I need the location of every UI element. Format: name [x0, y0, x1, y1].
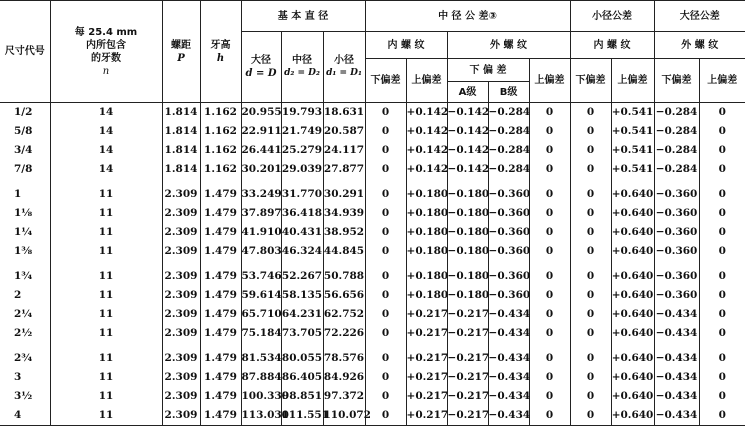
cell-d2: 36.418	[281, 204, 323, 223]
cell-h: 1.479	[200, 204, 241, 223]
cell-ep-b: −0.360	[488, 204, 529, 223]
cell-p: 2.309	[162, 286, 200, 305]
cell-ep-a: −0.217	[447, 387, 488, 406]
cell-d2: 31.770	[281, 179, 323, 204]
cell-d1: 110.072	[323, 406, 365, 426]
cell-p: 2.309	[162, 387, 200, 406]
cell-ep-b: −0.360	[488, 242, 529, 261]
cell-mi-up: +0.640	[611, 324, 654, 343]
cell-ma-lo: −0.360	[654, 261, 699, 286]
cell-size: 1	[14, 188, 22, 200]
cell-mi-lo: 0	[570, 368, 611, 387]
cell-d1: 30.291	[323, 179, 365, 204]
tpi-header: 每 25.4 mm 内所包含 的牙数 n	[50, 1, 162, 103]
cell-d2: 52.267	[281, 261, 323, 286]
cell-n: 11	[50, 406, 162, 426]
cell-mi-lo: 0	[570, 103, 611, 123]
cell-size: 1¾	[14, 270, 33, 282]
cell-ma-lo: −0.434	[654, 406, 699, 426]
cell-p: 2.309	[162, 324, 200, 343]
cell-n: 11	[50, 286, 162, 305]
cell-ma-up: 0	[699, 324, 745, 343]
grade-a-header: A级	[447, 82, 488, 103]
cell-d: 26.441	[241, 141, 281, 160]
major-lower-deviation-header: 下偏差	[654, 59, 699, 103]
cell-d2: 46.324	[281, 242, 323, 261]
cell-ip-lo: 0	[365, 160, 406, 179]
cell-d2: 19.793	[281, 103, 323, 123]
cell-ma-up: 0	[699, 406, 745, 426]
cell-h: 1.479	[200, 261, 241, 286]
cell-d: 47.803	[241, 242, 281, 261]
cell-ma-lo: −0.434	[654, 305, 699, 324]
cell-ma-lo: −0.434	[654, 324, 699, 343]
cell-mi-lo: 0	[570, 223, 611, 242]
cell-ep-a: −0.217	[447, 368, 488, 387]
cell-h: 1.479	[200, 242, 241, 261]
internal-upper-deviation-header: 上偏差	[406, 59, 447, 103]
cell-ep-b: −0.434	[488, 324, 529, 343]
cell-ep-b: −0.360	[488, 286, 529, 305]
cell-ma-lo: −0.284	[654, 141, 699, 160]
minor-diameter-tolerance-header: 小径公差	[570, 1, 654, 32]
cell-p: 2.309	[162, 204, 200, 223]
pitch-diameter-tolerance-header: 中 径 公 差③	[365, 1, 570, 32]
cell-h: 1.479	[200, 406, 241, 426]
cell-ma-lo: −0.360	[654, 204, 699, 223]
table-row	[0, 204, 745, 223]
cell-n: 14	[50, 160, 162, 179]
cell-ep-up: 0	[529, 305, 570, 324]
cell-d: 41.910	[241, 223, 281, 242]
cell-mi-lo: 0	[570, 387, 611, 406]
cell-h: 1.162	[200, 160, 241, 179]
cell-d2: 29.039	[281, 160, 323, 179]
cell-ep-a: −0.217	[447, 305, 488, 324]
cell-ip-up: +0.142	[406, 160, 447, 179]
cell-p: 2.309	[162, 179, 200, 204]
cell-d: 81.534	[241, 343, 281, 368]
cell-p: 2.309	[162, 305, 200, 324]
table-row	[0, 160, 745, 179]
cell-size: 1/2	[14, 106, 33, 118]
cell-mi-lo: 0	[570, 324, 611, 343]
cell-ma-lo: −0.284	[654, 103, 699, 123]
cell-n: 11	[50, 223, 162, 242]
cell-d1: 27.877	[323, 160, 365, 179]
cell-ma-up: 0	[699, 122, 745, 141]
cell-size: 2¼	[14, 308, 33, 320]
table-header	[0, 1, 745, 103]
cell-mi-lo: 0	[570, 122, 611, 141]
cell-ip-lo: 0	[365, 103, 406, 123]
cell-ep-b: −0.434	[488, 368, 529, 387]
cell-mi-up: +0.640	[611, 204, 654, 223]
cell-n: 11	[50, 387, 162, 406]
cell-ip-lo: 0	[365, 261, 406, 286]
cell-d1: 56.656	[323, 286, 365, 305]
external-lower-deviation-header: 下 偏 差	[447, 59, 529, 82]
cell-d1: 62.752	[323, 305, 365, 324]
cell-ma-up: 0	[699, 179, 745, 204]
cell-mi-lo: 0	[570, 343, 611, 368]
thread-height-header: 牙高 h	[200, 1, 241, 103]
cell-ep-up: 0	[529, 343, 570, 368]
cell-mi-up: +0.640	[611, 223, 654, 242]
cell-ep-up: 0	[529, 223, 570, 242]
cell-ma-up: 0	[699, 223, 745, 242]
table-row	[0, 324, 745, 343]
cell-size: 3½	[14, 390, 33, 402]
cell-n: 11	[50, 368, 162, 387]
cell-p: 2.309	[162, 223, 200, 242]
cell-d2: 86.405	[281, 368, 323, 387]
cell-size: 5/8	[14, 125, 33, 137]
cell-d1: 34.939	[323, 204, 365, 223]
cell-ep-b: −0.284	[488, 103, 529, 123]
cell-ma-lo: −0.284	[654, 160, 699, 179]
cell-ep-b: −0.434	[488, 406, 529, 426]
cell-ma-up: 0	[699, 343, 745, 368]
pitch-diameter-header: 中径 d₂ = D₂	[281, 32, 323, 103]
cell-n: 14	[50, 141, 162, 160]
cell-size: 3/4	[14, 144, 33, 156]
cell-p: 2.309	[162, 368, 200, 387]
cell-d2: 111.551	[281, 406, 323, 426]
cell-ip-lo: 0	[365, 406, 406, 426]
cell-ip-lo: 0	[365, 324, 406, 343]
cell-ip-lo: 0	[365, 286, 406, 305]
cell-n: 11	[50, 242, 162, 261]
cell-ep-b: −0.284	[488, 160, 529, 179]
cell-ep-up: 0	[529, 286, 570, 305]
cell-mi-up: +0.640	[611, 387, 654, 406]
cell-ep-b: −0.434	[488, 305, 529, 324]
cell-mi-lo: 0	[570, 261, 611, 286]
cell-n: 11	[50, 204, 162, 223]
cell-h: 1.479	[200, 286, 241, 305]
cell-p: 1.814	[162, 103, 200, 123]
major-diameter-header: 大径 d = D	[241, 32, 281, 103]
cell-d2: 98.851	[281, 387, 323, 406]
table-row	[0, 368, 745, 387]
cell-ep-a: −0.217	[447, 406, 488, 426]
cell-ip-lo: 0	[365, 387, 406, 406]
cell-d2: 40.431	[281, 223, 323, 242]
minor-lower-deviation-header: 下偏差	[570, 59, 611, 103]
cell-ep-up: 0	[529, 103, 570, 123]
cell-p: 1.814	[162, 141, 200, 160]
cell-mi-up: +0.640	[611, 261, 654, 286]
cell-h: 1.479	[200, 343, 241, 368]
cell-size: 7/8	[14, 163, 33, 175]
cell-ma-lo: −0.434	[654, 387, 699, 406]
cell-h: 1.162	[200, 141, 241, 160]
cell-size: 3	[14, 371, 22, 383]
cell-ma-lo: −0.360	[654, 223, 699, 242]
external-thread-header: 外 螺 纹	[447, 32, 570, 59]
cell-ma-up: 0	[699, 204, 745, 223]
major-diameter-tolerance-header: 大径公差	[654, 1, 745, 32]
cell-d: 59.614	[241, 286, 281, 305]
table-row	[0, 406, 745, 426]
cell-ip-up: +0.217	[406, 305, 447, 324]
cell-d: 20.955	[241, 103, 281, 123]
table-row	[0, 122, 745, 141]
cell-d: 75.184	[241, 324, 281, 343]
cell-ep-b: −0.360	[488, 261, 529, 286]
cell-ep-a: −0.142	[447, 160, 488, 179]
cell-ep-a: −0.217	[447, 343, 488, 368]
cell-ep-up: 0	[529, 160, 570, 179]
cell-ep-b: −0.360	[488, 223, 529, 242]
cell-size: 4	[0, 406, 50, 426]
table-row	[0, 343, 745, 368]
cell-ma-up: 0	[699, 261, 745, 286]
cell-mi-up: +0.541	[611, 160, 654, 179]
table-row	[0, 223, 745, 242]
cell-d1: 24.117	[323, 141, 365, 160]
table-row	[0, 387, 745, 406]
cell-ep-up: 0	[529, 387, 570, 406]
cell-ma-lo: −0.434	[654, 343, 699, 368]
cell-d1: 44.845	[323, 242, 365, 261]
cell-n: 14	[50, 103, 162, 123]
cell-p: 2.309	[162, 406, 200, 426]
cell-d2: 21.749	[281, 122, 323, 141]
cell-ep-up: 0	[529, 368, 570, 387]
cell-ip-up: +0.142	[406, 122, 447, 141]
cell-h: 1.479	[200, 324, 241, 343]
cell-n: 11	[50, 305, 162, 324]
cell-d1: 50.788	[323, 261, 365, 286]
cell-ip-lo: 0	[365, 204, 406, 223]
cell-h: 1.479	[200, 368, 241, 387]
pitch-header: 螺距 P	[162, 1, 200, 103]
cell-d2: 58.135	[281, 286, 323, 305]
cell-ip-up: +0.180	[406, 204, 447, 223]
cell-size: 2½	[14, 327, 33, 339]
table-row	[0, 286, 745, 305]
cell-d1: 72.226	[323, 324, 365, 343]
major-upper-deviation-header: 上偏差	[699, 59, 745, 103]
cell-d: 37.897	[241, 204, 281, 223]
internal-lower-deviation-header: 下偏差	[365, 59, 406, 103]
cell-n: 11	[50, 179, 162, 204]
table-row	[0, 141, 745, 160]
cell-d: 87.884	[241, 368, 281, 387]
minor-upper-deviation-header: 上偏差	[611, 59, 654, 103]
cell-ip-lo: 0	[365, 242, 406, 261]
cell-ep-up: 0	[529, 406, 570, 426]
cell-mi-lo: 0	[570, 305, 611, 324]
cell-ep-up: 0	[529, 324, 570, 343]
cell-mi-lo: 0	[570, 242, 611, 261]
cell-size: 1⅜	[14, 245, 33, 257]
table-row	[0, 103, 745, 123]
cell-d1: 38.952	[323, 223, 365, 242]
cell-ep-a: −0.142	[447, 141, 488, 160]
cell-ep-up: 0	[529, 261, 570, 286]
cell-mi-up: +0.640	[611, 286, 654, 305]
cell-ma-up: 0	[699, 103, 745, 123]
cell-d2: 80.055	[281, 343, 323, 368]
cell-ma-lo: −0.360	[654, 286, 699, 305]
cell-ep-b: −0.434	[488, 387, 529, 406]
cell-mi-up: +0.640	[611, 368, 654, 387]
cell-n: 11	[50, 324, 162, 343]
cell-p: 2.309	[162, 242, 200, 261]
cell-size: 1¼	[14, 226, 33, 238]
cell-d1: 97.372	[323, 387, 365, 406]
cell-d: 22.911	[241, 122, 281, 141]
size-code-header: 尺寸代号	[0, 1, 50, 103]
cell-ip-lo: 0	[365, 223, 406, 242]
cell-mi-up: +0.640	[611, 406, 654, 426]
cell-d1: 20.587	[323, 122, 365, 141]
cell-ep-a: −0.180	[447, 261, 488, 286]
cell-ma-lo: −0.284	[654, 122, 699, 141]
cell-mi-lo: 0	[570, 179, 611, 204]
cell-p: 2.309	[162, 343, 200, 368]
cell-ma-up: 0	[699, 387, 745, 406]
cell-ip-lo: 0	[365, 141, 406, 160]
cell-ma-lo: −0.434	[654, 368, 699, 387]
cell-ep-b: −0.360	[488, 179, 529, 204]
cell-h: 1.479	[200, 179, 241, 204]
cell-mi-lo: 0	[570, 160, 611, 179]
minor-internal-thread-header: 内 螺 纹	[570, 32, 654, 59]
cell-ip-up: +0.217	[406, 406, 447, 426]
cell-ma-up: 0	[699, 368, 745, 387]
cell-mi-up: +0.541	[611, 103, 654, 123]
cell-ep-up: 0	[529, 122, 570, 141]
cell-h: 1.479	[200, 387, 241, 406]
cell-ep-a: −0.180	[447, 286, 488, 305]
cell-ip-up: +0.180	[406, 286, 447, 305]
major-external-thread-header: 外 螺 纹	[654, 32, 745, 59]
cell-mi-up: +0.640	[611, 242, 654, 261]
cell-mi-up: +0.640	[611, 343, 654, 368]
cell-ma-lo: −0.360	[654, 242, 699, 261]
grade-b-header: B级	[488, 82, 529, 103]
table-row	[0, 242, 745, 261]
cell-n: 14	[50, 122, 162, 141]
cell-h: 1.479	[200, 305, 241, 324]
cell-ip-up: +0.217	[406, 324, 447, 343]
cell-p: 1.814	[162, 122, 200, 141]
cell-ip-lo: 0	[365, 305, 406, 324]
cell-ep-b: −0.284	[488, 122, 529, 141]
cell-ip-up: +0.142	[406, 141, 447, 160]
cell-ip-lo: 0	[365, 343, 406, 368]
cell-ma-up: 0	[699, 242, 745, 261]
cell-ma-lo: −0.360	[654, 179, 699, 204]
cell-ep-a: −0.142	[447, 103, 488, 123]
cell-p: 1.814	[162, 160, 200, 179]
cell-mi-lo: 0	[570, 286, 611, 305]
cell-ep-b: −0.284	[488, 141, 529, 160]
cell-size: 1⅛	[14, 207, 33, 219]
cell-mi-lo: 0	[570, 204, 611, 223]
cell-ep-b: −0.434	[488, 343, 529, 368]
cell-ma-up: 0	[699, 141, 745, 160]
cell-ep-a: −0.217	[447, 324, 488, 343]
cell-n: 11	[50, 261, 162, 286]
cell-ip-up: +0.217	[406, 368, 447, 387]
cell-ep-up: 0	[529, 242, 570, 261]
cell-mi-lo: 0	[570, 141, 611, 160]
cell-ep-up: 0	[529, 141, 570, 160]
cell-ip-up: +0.180	[406, 223, 447, 242]
cell-d2: 64.231	[281, 305, 323, 324]
cell-ep-a: −0.142	[447, 122, 488, 141]
cell-ip-up: +0.180	[406, 261, 447, 286]
cell-d: 100.330	[241, 387, 281, 406]
cell-ip-up: +0.217	[406, 343, 447, 368]
cell-d1: 18.631	[323, 103, 365, 123]
cell-d: 33.249	[241, 179, 281, 204]
cell-ep-up: 0	[529, 179, 570, 204]
cell-ma-up: 0	[699, 160, 745, 179]
table-body	[0, 103, 745, 426]
cell-ip-lo: 0	[365, 179, 406, 204]
cell-ip-lo: 0	[365, 122, 406, 141]
cell-mi-lo: 0	[570, 406, 611, 426]
cell-h: 1.479	[200, 223, 241, 242]
cell-h: 1.162	[200, 122, 241, 141]
cell-d: 53.746	[241, 261, 281, 286]
cell-d2: 73.705	[281, 324, 323, 343]
table-row	[0, 261, 745, 286]
cell-mi-up: +0.541	[611, 122, 654, 141]
cell-size: 2¾	[14, 352, 33, 364]
minor-diameter-header: 小径 d₁ = D₁	[323, 32, 365, 103]
cell-d1: 78.576	[323, 343, 365, 368]
cell-ip-up: +0.180	[406, 179, 447, 204]
cell-h: 1.162	[200, 103, 241, 123]
cell-ip-lo: 0	[365, 368, 406, 387]
cell-mi-up: +0.640	[611, 179, 654, 204]
cell-d2: 25.279	[281, 141, 323, 160]
cell-ma-up: 0	[699, 286, 745, 305]
cell-n: 11	[50, 343, 162, 368]
cell-ip-up: +0.217	[406, 387, 447, 406]
table-row	[0, 179, 745, 204]
cell-ep-a: −0.180	[447, 179, 488, 204]
table-row	[0, 305, 745, 324]
cell-ep-up: 0	[529, 204, 570, 223]
cell-d1: 84.926	[323, 368, 365, 387]
internal-thread-header: 内 螺 纹	[365, 32, 447, 59]
cell-ip-up: +0.142	[406, 103, 447, 123]
cell-mi-up: +0.640	[611, 305, 654, 324]
cell-ma-up: 0	[699, 305, 745, 324]
cell-size: 2	[14, 289, 22, 301]
cell-d: 65.710	[241, 305, 281, 324]
cell-d: 30.201	[241, 160, 281, 179]
cell-ep-a: −0.180	[447, 242, 488, 261]
cell-p: 2.309	[162, 261, 200, 286]
cell-ep-a: −0.180	[447, 204, 488, 223]
cell-ep-a: −0.180	[447, 223, 488, 242]
cell-ip-up: +0.180	[406, 242, 447, 261]
external-upper-deviation-header: 上偏差	[529, 59, 570, 103]
basic-diameter-header: 基 本 直 径	[241, 1, 365, 32]
cell-mi-up: +0.541	[611, 141, 654, 160]
cell-d: 113.030	[241, 406, 281, 426]
